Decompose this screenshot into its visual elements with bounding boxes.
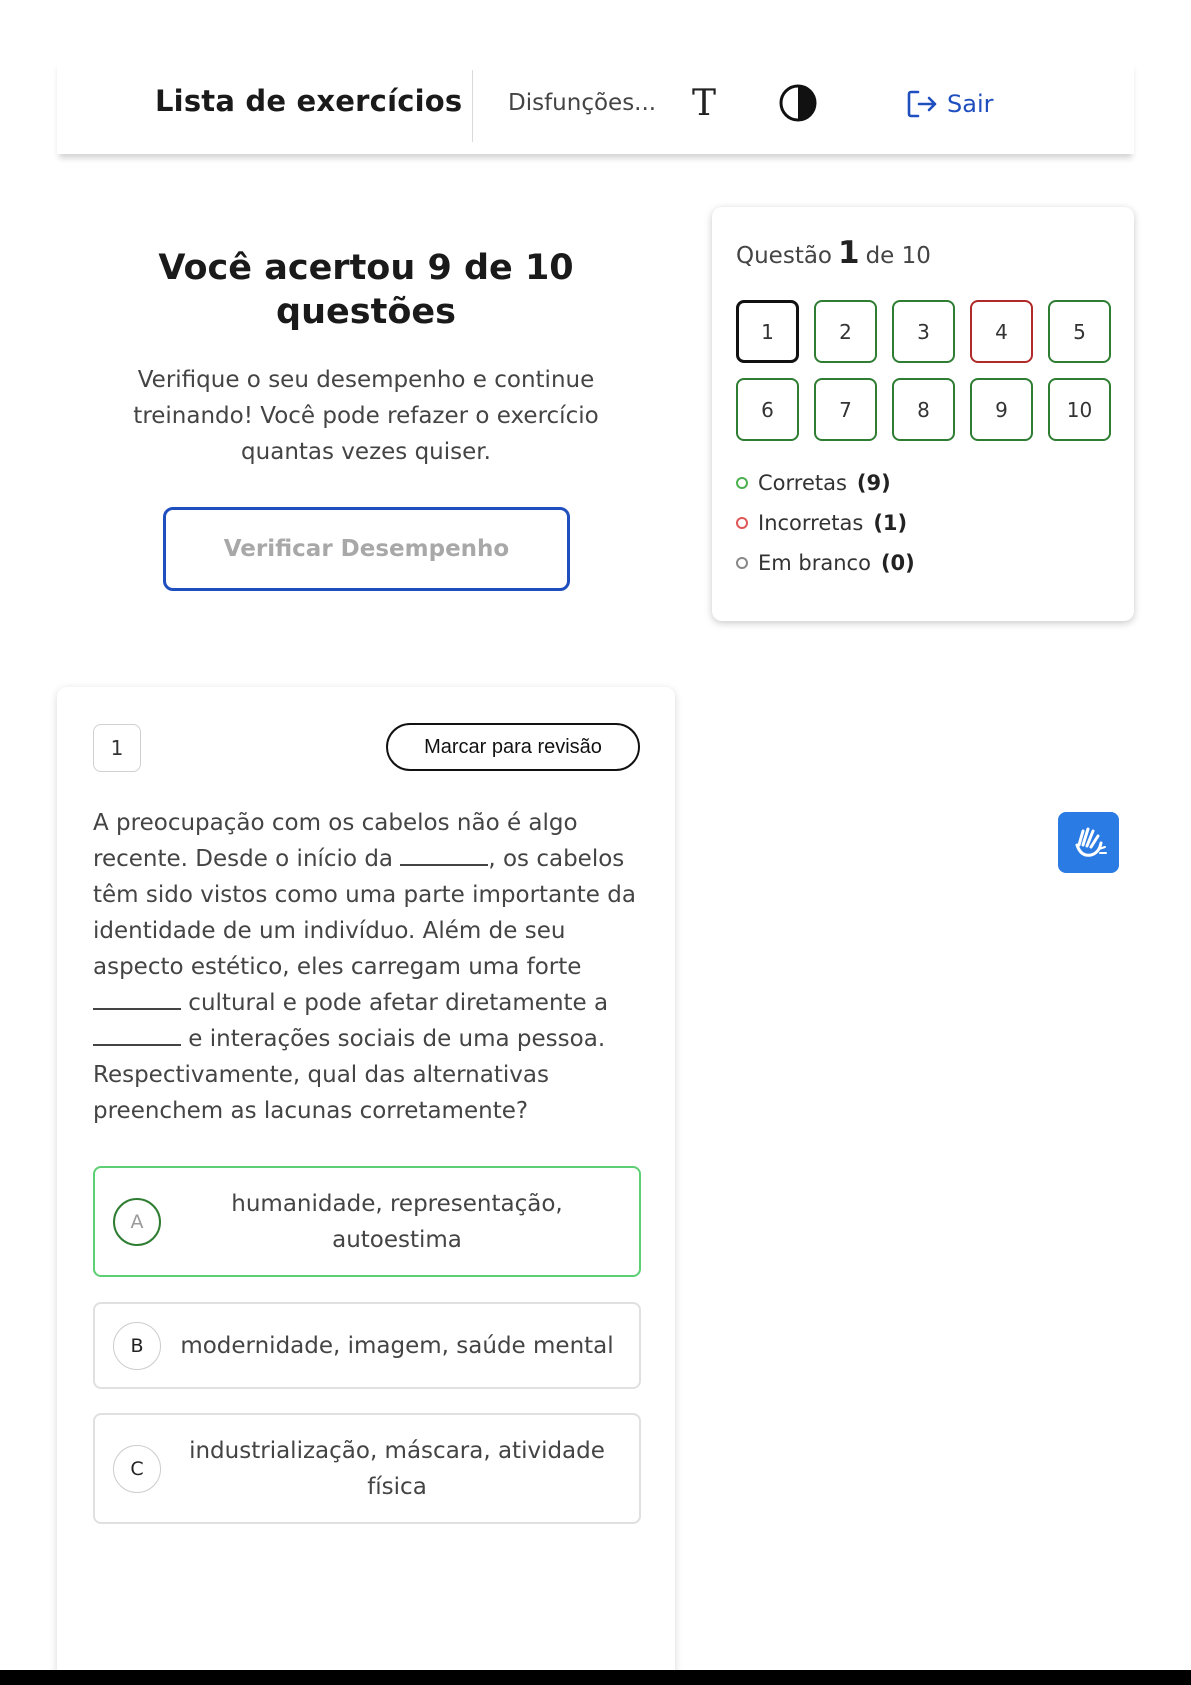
option-a-text: humanidade, representação, autoestima (231, 1191, 563, 1253)
legend-incorrect-count: (1) (873, 511, 908, 535)
question-text-part-4: e interações sociais de uma pessoa. Respectivamente, qual das alternativas preenchem as lacunas corretamente? (93, 1026, 606, 1124)
option-c-text: industrialização, máscara, atividade física (189, 1438, 605, 1500)
exit-label: Sair (947, 90, 994, 118)
correct-dot-icon (736, 477, 748, 489)
sign-language-icon (1069, 823, 1109, 863)
text-size-button[interactable] (679, 78, 729, 128)
subject-title[interactable]: Disfunções... (508, 90, 657, 116)
mark-for-review-button[interactable]: Marcar para revisão (386, 723, 640, 771)
legend-correct (736, 463, 915, 503)
option-b-text: modernidade, imagem, saúde mental (180, 1333, 614, 1359)
question-button-1[interactable]: 1 (736, 300, 799, 363)
question-card (57, 687, 675, 1685)
question-text-part-1: A preocupação com os cabelos não é algo recente. Desde o início da (93, 810, 578, 872)
panel-header (736, 235, 931, 271)
question-text (93, 805, 641, 1129)
question-button-9[interactable]: 9 (970, 378, 1033, 441)
question-button-3[interactable]: 3 (892, 300, 955, 363)
blank-2 (93, 988, 181, 1010)
bottom-bar (0, 1670, 1191, 1685)
question-button-5[interactable]: 5 (1048, 300, 1111, 363)
app-title: Lista de exercícios (155, 84, 463, 118)
logout-icon (905, 87, 939, 121)
text-size-icon: T (691, 82, 716, 124)
legend-correct-label: Corretas (758, 471, 847, 495)
panel-suffix: de 10 (865, 243, 931, 269)
verify-performance-button[interactable]: Verificar Desempenho (163, 507, 570, 591)
blank-3 (93, 1024, 181, 1046)
legend-incorrect-label: Incorretas (758, 511, 864, 535)
question-button-7[interactable]: 7 (814, 378, 877, 441)
legend-blank-count: (0) (880, 551, 915, 575)
contrast-button[interactable] (777, 82, 819, 124)
option-a[interactable] (93, 1166, 641, 1277)
result-description: Verifique o seu desempenho e continue treinando! Você pode refazer o exercício quantas vezes quiser. (133, 367, 599, 465)
contrast-icon (777, 82, 819, 124)
question-number: 1 (93, 724, 141, 772)
question-button-4[interactable]: 4 (970, 300, 1033, 363)
option-c-letter: C (113, 1445, 161, 1493)
panel-prefix: Questão (736, 243, 832, 269)
legend-incorrect (736, 503, 915, 543)
exit-button[interactable] (905, 82, 993, 126)
option-c[interactable] (93, 1413, 641, 1524)
legend-correct-count: (9) (856, 471, 891, 495)
top-header (57, 60, 1134, 154)
panel-current-question: 1 (838, 235, 860, 271)
question-text-part-3: cultural e pode afetar diretamente a (181, 990, 609, 1016)
question-grid (736, 300, 1121, 441)
question-button-8[interactable]: 8 (892, 378, 955, 441)
question-button-2[interactable]: 2 (814, 300, 877, 363)
sign-language-button[interactable] (1058, 812, 1119, 873)
legend-blank-label: Em branco (758, 551, 871, 575)
question-navigator-panel (712, 207, 1134, 621)
question-text-part-2: , os cabelos têm sido vistos como uma parte importante da identidade de um indivíduo. Além de seu aspecto estético, eles carregam uma forte (93, 846, 636, 980)
option-b-letter: B (113, 1322, 161, 1370)
option-a-letter: A (113, 1198, 161, 1246)
question-button-10[interactable]: 10 (1048, 378, 1111, 441)
incorrect-dot-icon (736, 517, 748, 529)
blank-dot-icon (736, 557, 748, 569)
legend-blank (736, 543, 915, 583)
blank-1 (400, 844, 488, 866)
header-divider (472, 70, 473, 142)
result-title: Você acertou 9 de 10 questões (158, 248, 574, 332)
option-b[interactable] (93, 1302, 641, 1389)
question-button-6[interactable]: 6 (736, 378, 799, 441)
legend (736, 463, 915, 583)
